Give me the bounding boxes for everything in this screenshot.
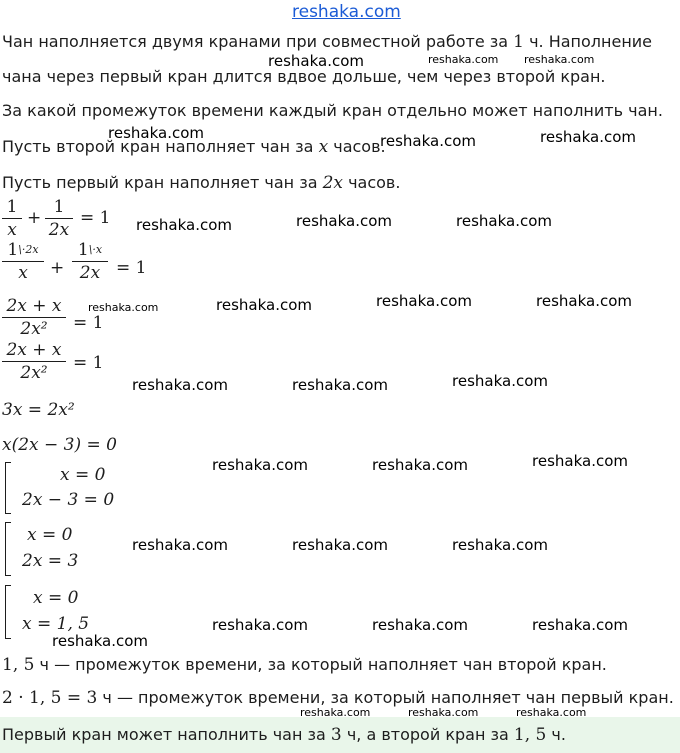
result-second-tap bbox=[2, 655, 607, 675]
equals-one: = 1 bbox=[116, 258, 147, 278]
plus-sign: + bbox=[50, 258, 65, 278]
site-header-link[interactable]: reshaka.com bbox=[292, 2, 401, 22]
answer-text bbox=[2, 725, 566, 745]
problem-line-1-post: ч. Наполнение bbox=[523, 32, 653, 51]
equation-3x-2x2: 3x = 2x² bbox=[2, 400, 75, 420]
frac-denominator: 2x² bbox=[20, 319, 48, 339]
problem-time-value: 1 bbox=[513, 32, 524, 52]
let-first-tap bbox=[2, 173, 400, 193]
frac-denominator: x bbox=[7, 220, 17, 240]
watermark: reshaka.com bbox=[108, 124, 204, 142]
watermark: reshaka.com bbox=[372, 456, 468, 474]
watermark: reshaka.com bbox=[296, 212, 392, 230]
watermark: reshaka.com bbox=[292, 376, 388, 394]
frac-denominator: 2x bbox=[48, 220, 70, 240]
let-second-pre: Пусть второй кран наполняет чан за bbox=[2, 137, 319, 156]
watermark: reshaka.com bbox=[452, 536, 548, 554]
system1-eq-b: 2x − 3 = 0 bbox=[22, 490, 115, 510]
equals-one: = 1 bbox=[73, 313, 104, 333]
multiplier-x: \·x bbox=[88, 243, 103, 256]
result-first-text: ч — промежуток времени, за который наполняет чан первый кран. bbox=[97, 688, 674, 707]
frac-denominator: 2x² bbox=[20, 363, 48, 383]
problem-line-1 bbox=[2, 32, 652, 52]
result-first-expr: 2 · 1, 5 = 3 bbox=[2, 688, 98, 708]
watermark: reshaka.com bbox=[380, 132, 476, 150]
frac-sum-over-2x2-a bbox=[2, 296, 66, 339]
answer-mid: ч, а второй кран за bbox=[341, 725, 514, 744]
set-bracket-2 bbox=[5, 522, 11, 576]
multiplier-2x: \·2x bbox=[18, 243, 39, 256]
equals-one: = 1 bbox=[80, 208, 111, 228]
watermark: reshaka.com bbox=[536, 292, 632, 310]
watermark: reshaka.com bbox=[516, 706, 587, 719]
frac-numerator: 2x + x bbox=[6, 340, 62, 360]
problem-line-2: чана через первый кран длится вдвое дольше, чем через второй кран. bbox=[2, 67, 606, 86]
result-first-tap bbox=[2, 688, 674, 708]
system3-eq-b: x = 1, 5 bbox=[22, 614, 90, 634]
frac-numerator bbox=[2, 240, 44, 260]
plus-sign: + bbox=[27, 208, 42, 228]
frac-num-one: 1 bbox=[7, 240, 19, 260]
result-second-value: 1, 5 bbox=[2, 655, 35, 675]
answer-value-1: 3 bbox=[330, 725, 342, 745]
answer-pre: Первый кран может наполнить чан за bbox=[2, 725, 331, 744]
watermark: reshaka.com bbox=[428, 53, 499, 66]
frac-num-one: 1 bbox=[77, 240, 89, 260]
watermark: reshaka.com bbox=[52, 632, 148, 650]
system2-eq-a: x = 0 bbox=[27, 525, 73, 545]
let-second-post: часов. bbox=[328, 137, 386, 156]
frac-denominator: x bbox=[18, 263, 28, 283]
frac-numerator: 1 bbox=[6, 197, 18, 217]
set-bracket-1 bbox=[5, 462, 11, 514]
watermark: reshaka.com bbox=[532, 452, 628, 470]
watermark: reshaka.com bbox=[268, 52, 364, 70]
let-first-post: часов. bbox=[343, 173, 401, 192]
let-first-var: 2x bbox=[322, 173, 343, 193]
frac-1-over-x-mult bbox=[2, 240, 44, 283]
system2-eq-b: 2x = 3 bbox=[22, 551, 79, 571]
frac-1-over-x bbox=[2, 197, 22, 240]
problem-line-1-pre: Чан наполняется двумя кранами при совместной работе за bbox=[2, 32, 514, 51]
answer-post: ч. bbox=[546, 725, 566, 744]
frac-numerator: 2x + x bbox=[6, 296, 62, 316]
watermark: reshaka.com bbox=[132, 536, 228, 554]
watermark: reshaka.com bbox=[300, 706, 371, 719]
watermark: reshaka.com bbox=[540, 128, 636, 146]
system1-eq-a: x = 0 bbox=[60, 465, 106, 485]
system3-eq-a: x = 0 bbox=[33, 588, 79, 608]
watermark: reshaka.com bbox=[212, 616, 308, 634]
frac-1-over-2x-mult bbox=[72, 240, 108, 283]
watermark: reshaka.com bbox=[212, 456, 308, 474]
watermark: reshaka.com bbox=[524, 53, 595, 66]
let-second-var: x bbox=[318, 137, 329, 157]
frac-numerator: 1 bbox=[53, 197, 65, 217]
watermark: reshaka.com bbox=[216, 296, 312, 314]
watermark: reshaka.com bbox=[532, 616, 628, 634]
frac-1-over-2x bbox=[45, 197, 73, 240]
watermark: reshaka.com bbox=[372, 616, 468, 634]
problem-question: За какой промежуток времени каждый кран отдельно может наполнить чан. bbox=[2, 101, 663, 120]
equals-one: = 1 bbox=[73, 353, 104, 373]
let-first-pre: Пусть первый кран наполняет чан за bbox=[2, 173, 323, 192]
frac-sum-over-2x2-b bbox=[2, 340, 66, 383]
set-bracket-3 bbox=[5, 585, 11, 639]
answer-value-2: 1, 5 bbox=[513, 725, 547, 745]
watermark: reshaka.com bbox=[132, 376, 228, 394]
watermark: reshaka.com bbox=[88, 301, 159, 314]
watermark: reshaka.com bbox=[292, 536, 388, 554]
watermark: reshaka.com bbox=[408, 706, 479, 719]
watermark: reshaka.com bbox=[136, 216, 232, 234]
watermark: reshaka.com bbox=[452, 372, 548, 390]
watermark: reshaka.com bbox=[456, 212, 552, 230]
frac-numerator bbox=[72, 240, 108, 260]
frac-denominator: 2x bbox=[79, 263, 101, 283]
watermark: reshaka.com bbox=[376, 292, 472, 310]
equation-factored: x(2x − 3) = 0 bbox=[2, 435, 117, 455]
result-second-text: ч — промежуток времени, за который наполняет чан второй кран. bbox=[34, 655, 607, 674]
